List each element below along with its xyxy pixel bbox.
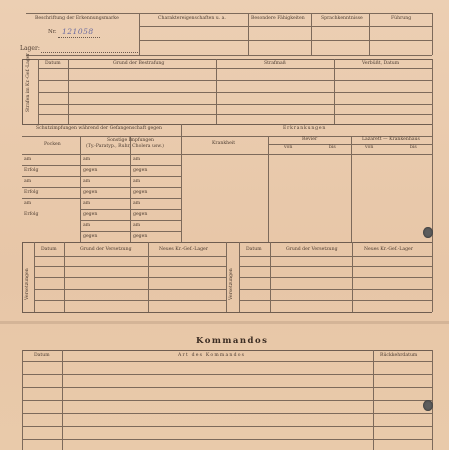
sonst-am-6: am	[133, 201, 141, 206]
strafen-strafmass-header: Strafmaß	[264, 61, 286, 66]
strafen-verbuesst-header: Verbüßt, Datum	[362, 61, 400, 66]
sonst-gegen-1: gegen	[83, 168, 98, 173]
sonst-gegen-8: gegen	[133, 234, 148, 239]
sonst-am-4: am	[133, 179, 141, 184]
sonst-gegen-3: gegen	[83, 190, 98, 195]
sprachen-label: Sprachkenntnisse	[321, 16, 363, 21]
versetzungen-side-label-left: Versetzungen	[25, 268, 30, 300]
impfungen-title: Schutzimpfungen während der Gefangenschaft gegen	[36, 126, 162, 131]
sonst-gegen-6: gegen	[133, 212, 148, 217]
kommandos-art-header: Art des Kommandos	[178, 353, 246, 358]
kommandos-title: Kommandos	[196, 336, 269, 346]
marke-label: Beschriftung der Erkennungsmarke	[35, 16, 119, 21]
erkrankungen-title: Erkrankungen	[283, 126, 327, 131]
revier-von: von	[284, 145, 293, 150]
sonst-am-8: am	[133, 223, 141, 228]
vers-neues-left: Neues Kr.-Gef.-Lager	[159, 247, 208, 252]
fuehrung-label: Führung	[391, 16, 412, 21]
charakter-label: Charaktereigenschaften u. a.	[158, 16, 226, 21]
krankheit-header: Krankheit	[212, 141, 236, 146]
lager-label: Lager:	[20, 45, 40, 52]
pow-number: 121058	[62, 27, 94, 36]
versetzungen-side-label-right: Versetzungen	[229, 268, 234, 300]
vers-grund-right: Grund der Versetzung	[286, 247, 338, 252]
vers-datum-right: Datum	[246, 247, 262, 252]
sonst-gegen-5: gegen	[83, 212, 98, 217]
revier-header: Revier	[302, 137, 318, 142]
kommandos-rueck-header: Rückkehrdatum	[380, 353, 418, 358]
strafen-datum-header: Datum	[45, 61, 61, 66]
sonstige-header-1: Sonstige Impfungen	[107, 138, 155, 143]
vers-grund-left: Grund der Versetzung	[80, 247, 132, 252]
sonst-gegen-7: gegen	[83, 234, 98, 239]
kommandos-datum-header: Datum	[34, 353, 50, 358]
sonst-am-2: am	[133, 157, 141, 162]
faehigkeiten-label: Besondere Fähigkeiten	[251, 16, 305, 21]
sonstige-header-2: (Ty.-Paratyp., Ruhr, Cholera usw.)	[86, 144, 164, 149]
nr-label: Nr.	[48, 29, 57, 35]
sonst-am-1: am	[83, 157, 91, 162]
strafen-grund-header: Grund der Bestrafung	[113, 61, 165, 66]
punch-hole	[423, 227, 433, 238]
pocken-erfolg-1: Erfolg	[24, 168, 39, 173]
card-fold	[0, 321, 449, 324]
vers-datum-left: Datum	[41, 247, 57, 252]
strafen-side-label: Strafen im Kr.-Gef.-Lager	[26, 53, 31, 112]
sonst-am-5: am	[83, 201, 91, 206]
pocken-am-2: am	[24, 179, 32, 184]
pocken-erfolg-2: Erfolg	[24, 190, 39, 195]
pocken-am-1: am	[24, 157, 32, 162]
vers-neues-right: Neues Kr.-Gef.-Lager	[364, 247, 413, 252]
sonst-gegen-2: gegen	[133, 168, 148, 173]
lazarett-bis: bis	[410, 145, 417, 150]
lazarett-von: von	[365, 145, 374, 150]
punch-hole	[423, 400, 433, 411]
sonst-am-7: am	[83, 223, 91, 228]
pocken-erfolg-3: Erfolg	[24, 212, 39, 217]
pocken-header: Pocken	[44, 142, 61, 147]
revier-bis: bis	[329, 145, 336, 150]
lazarett-header: Lazarett — Krankenhaus	[362, 137, 420, 142]
pocken-am-3: am	[24, 201, 32, 206]
sonst-am-3: am	[83, 179, 91, 184]
sonst-gegen-4: gegen	[133, 190, 148, 195]
